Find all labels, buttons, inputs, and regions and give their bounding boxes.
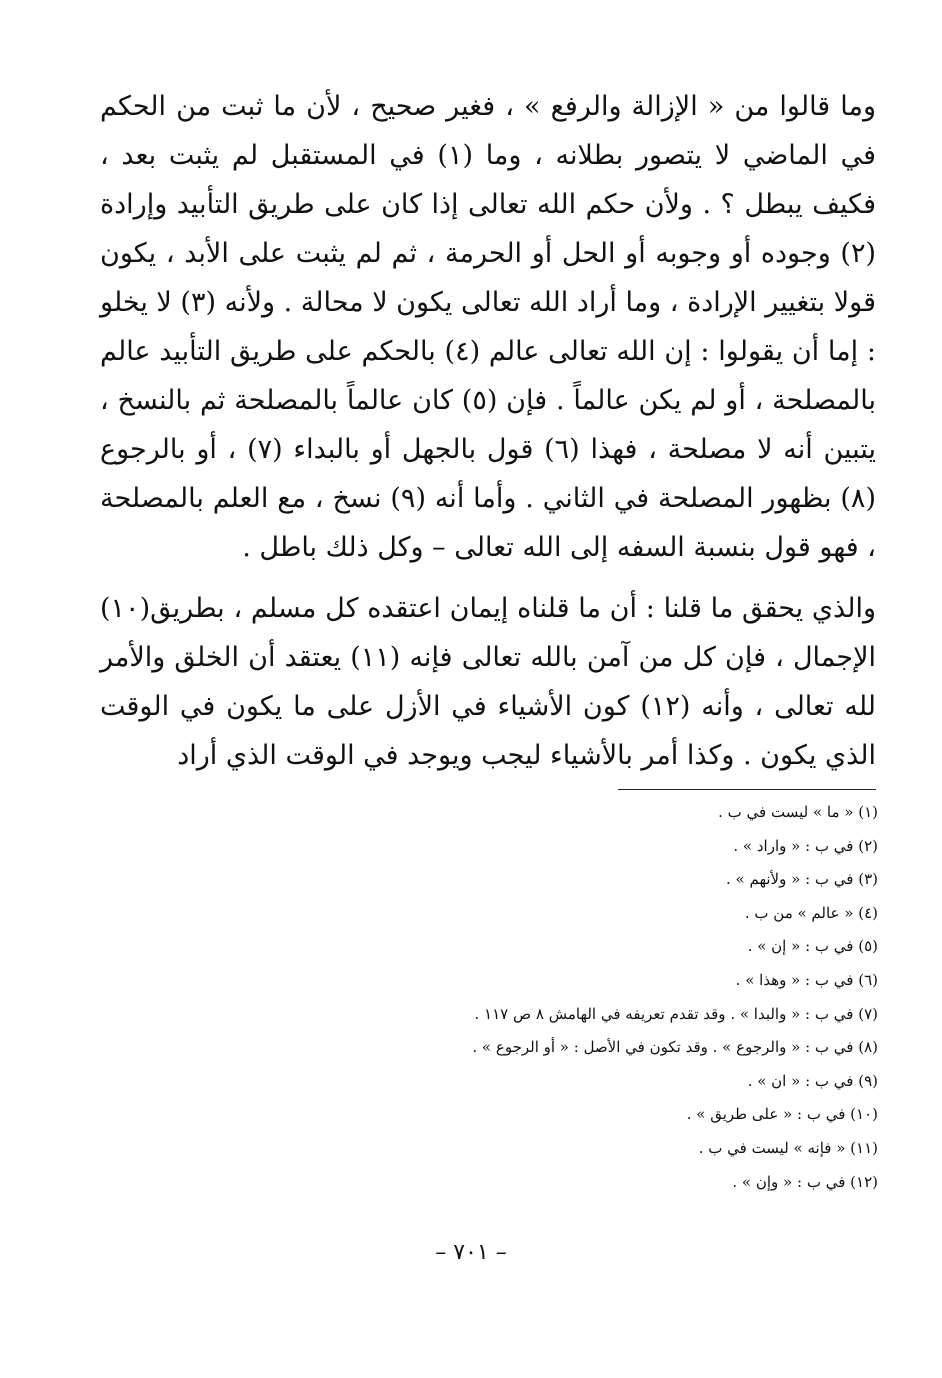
footnote-12: (١٢) في ب : « وإن » . xyxy=(732,1172,878,1191)
footnote-1: (١) « ما » ليست في ب . xyxy=(718,803,878,821)
footnote-9: (٩) في ب : « ان » . xyxy=(747,1071,878,1090)
footnote-7: (٧) في ب : « والبدا » . وقد تقدم تعريفه في الهامش ٨ ص ١١٧ . xyxy=(474,1004,878,1023)
footnote-10: (١٠) في ب : « على طريق » . xyxy=(686,1105,878,1124)
footnote-separator xyxy=(618,789,876,790)
footnotes xyxy=(278,796,878,1199)
footnote-8: (٨) في ب : « والرجوع » . وقد تكون في الأصل : « أو الرجوع » . xyxy=(472,1038,878,1057)
paragraph-2: والذي يحقق ما قلنا : أن ما قلناه إيمان اعتقده كل مسلم ، بطريق(١٠) الإجمال ، فإن كل من آمن بالله تعالى فإنه (١١) يعتقد أن الخلق والأمر لله تعالى ، وأنه (١٢) كون الأشياء في الأزل على ما يكون في الوقت الذي يكون . وكذا أمر بالأشياء ليجب ويوجد في الوقت الذي أراد xyxy=(100,593,877,771)
paragraph-1: وما قالوا من « الإزالة والرفع » ، فغير صحيح ، لأن ما ثبت من الحكم في الماضي لا يتصور بطلانه ، وما (١) في المستقبل لم يثبت بعد ، فكيف يبطل ؟ . ولأن حكم الله تعالى إذا كان على طريق التأبيد وإرادة (٢) وجوده أو وجوبه أو الحل أو الحرمة ، ثم لم يثبت على الأبد ، يكون قولا بتغيير الإرادة ، وما أراد الله تعالى يكون لا محالة . ولأنه (٣) لا يخلو : إما أن يقولوا : إن الله تعالى عالم (٤) بالحكم على طريق التأبيد عالم بالمصلحة ، أو لم يكن عالماً . فإن (٥) كان عالماً بالمصلحة ثم بالنسخ ، يتبين أنه لا مصلحة ، فهذا (٦) قول بالجهل أو بالبداء (٧) ، أو بالرجوع (٨) بظهور المصلحة في الثاني . وأما أنه (٩) نسخ ، مع العلم بالمصلحة ، فهو قول بنسبة السفه إلى الله تعالى – وكل ذلك باطل . xyxy=(100,91,877,563)
main-text xyxy=(100,82,876,780)
footnote-3: (٣) في ب : « ولأنهم » . xyxy=(726,870,878,889)
page-number: – ٧٠١ – xyxy=(435,1240,507,1265)
footnote-5: (٥) في ب : « إن » . xyxy=(747,937,878,956)
footnote-4: (٤) « عالم » من ب . xyxy=(744,903,878,922)
footnote-2: (٢) في ب : « واراد » . xyxy=(733,836,878,855)
footnote-6: (٦) في ب : « وهذا » . xyxy=(735,970,878,989)
footnote-11: (١١) « فإنه » ليست في ب . xyxy=(698,1138,878,1157)
